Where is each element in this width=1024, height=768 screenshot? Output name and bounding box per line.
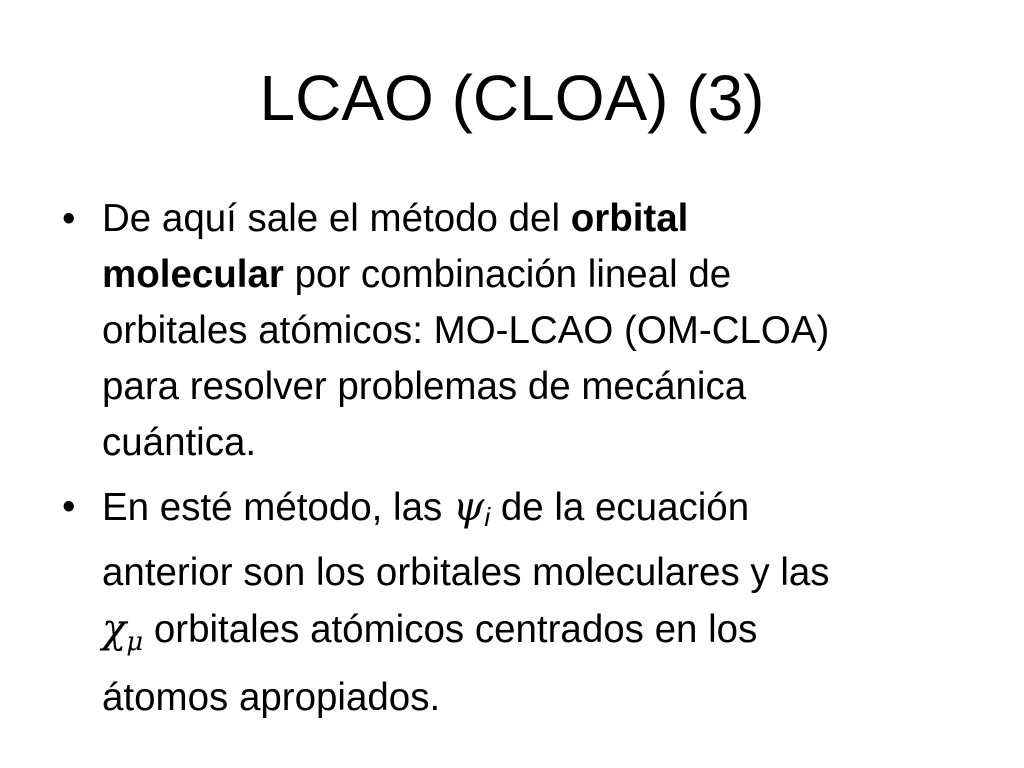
psi-subscript: i: [484, 502, 491, 532]
slide-title: LCAO (CLOA) (3): [259, 62, 765, 134]
bullet1-line4: para resolver problemas de mecánica: [102, 365, 747, 408]
bullet2-line1-rest: de la ecuación: [490, 486, 750, 529]
bullet-icon: •: [62, 485, 76, 528]
bullet1-line1-text: De aquí sale el método del: [102, 197, 571, 240]
bullet2-line2: anterior son los orbitales moleculares y las: [102, 551, 830, 594]
chi-subscript: μ: [126, 627, 144, 657]
bullet1-bold-orbital: orbital: [570, 197, 689, 240]
bullet1-line2: [102, 247, 982, 303]
bullet2-line3: [102, 601, 982, 670]
bullet-item-lcao-method: [62, 191, 982, 471]
bullet2-line3-rest: orbitales atómicos centrados en los: [143, 608, 758, 651]
bullet1-line5: cuántica.: [102, 421, 257, 464]
bullet2-line4: átomos apropiados.: [102, 676, 441, 719]
bullet1-bold-molecular: molecular: [102, 253, 284, 296]
bullet-item-method-description: [62, 479, 982, 726]
bullet1-line1: [102, 191, 982, 247]
bullet2-line1-text: En esté método, las: [102, 486, 453, 529]
bullet-icon: •: [62, 197, 76, 240]
bullet-list: [62, 191, 982, 734]
bullet1-line2-text: por combinación lineal de: [283, 253, 732, 296]
bullet2-line1: [102, 479, 982, 545]
bullet1-line3: orbitales atómicos: MO-LCAO (OM-CLOA): [102, 309, 830, 352]
chi-symbol: χ: [102, 606, 127, 652]
psi-symbol: ψ: [452, 484, 485, 530]
